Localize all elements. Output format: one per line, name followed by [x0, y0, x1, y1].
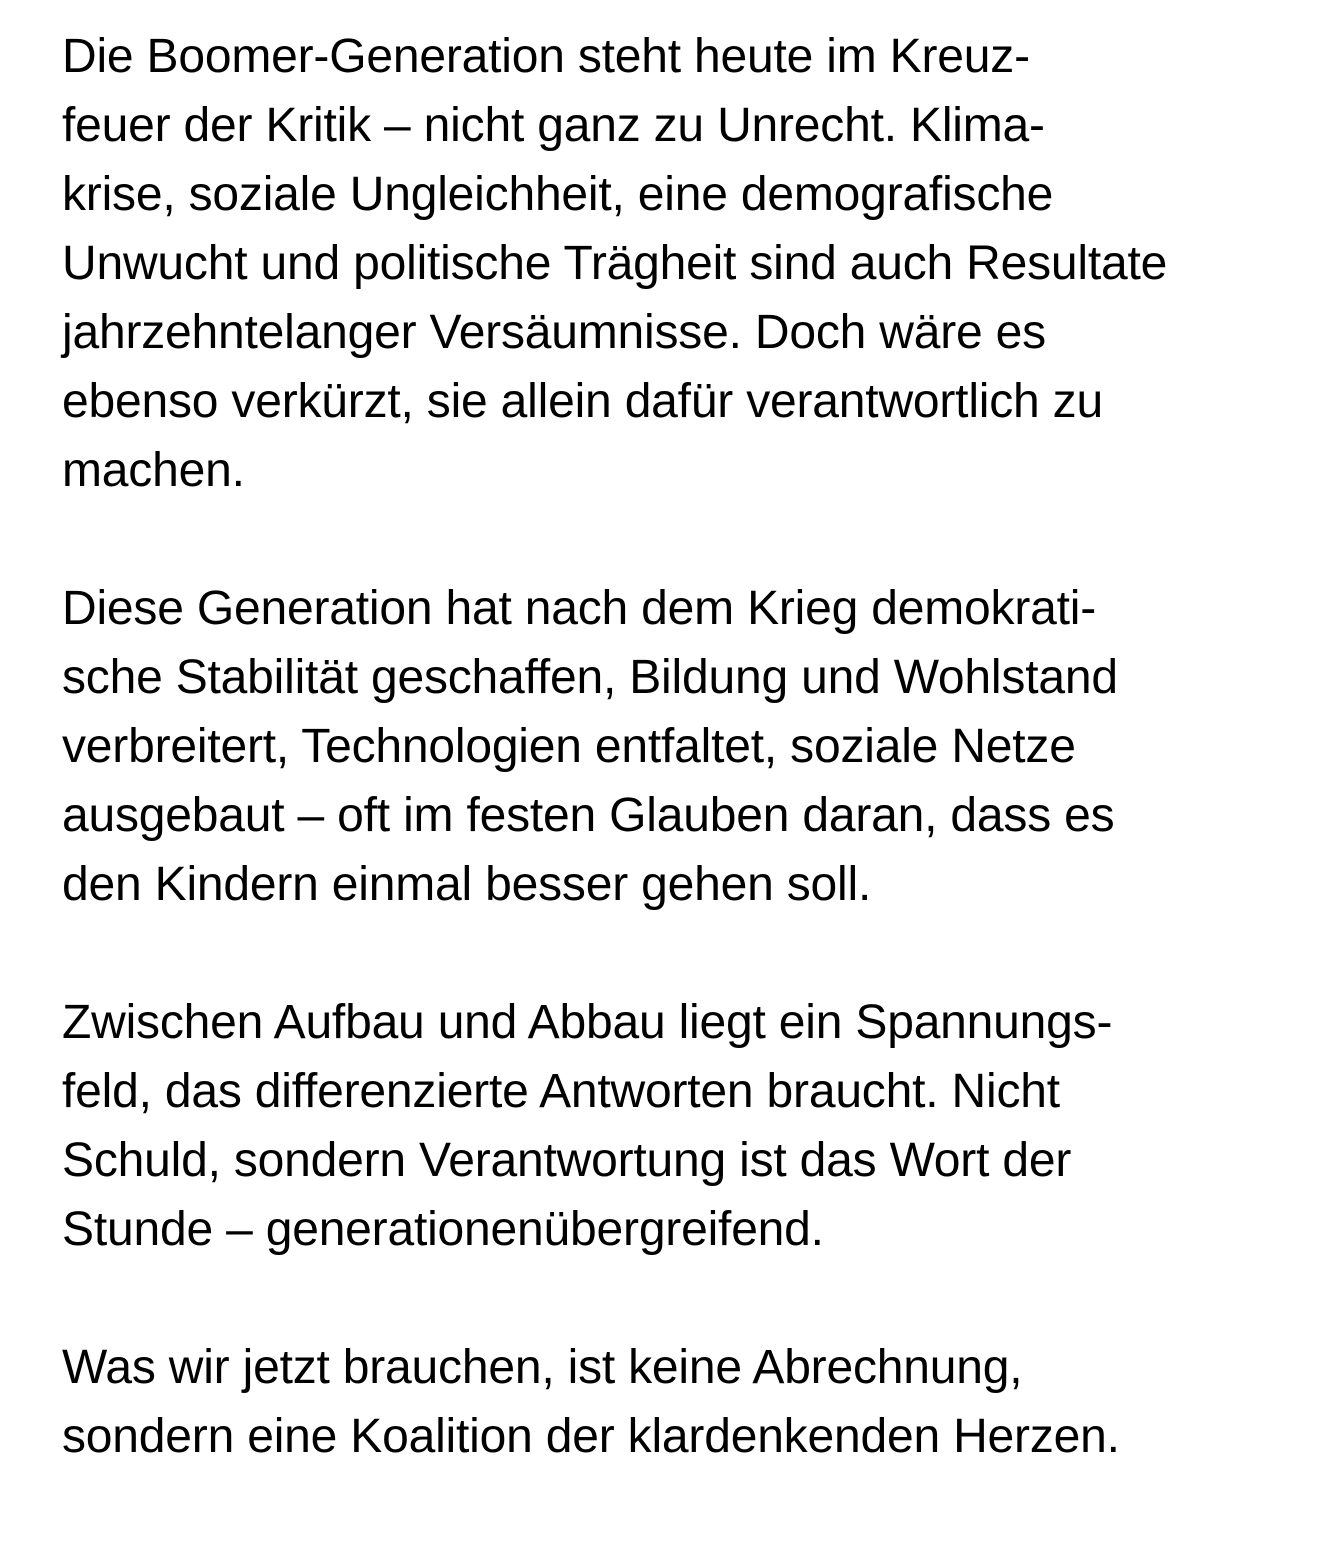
text-line: Was wir jetzt brauchen, ist keine Abrechnung,	[62, 1341, 1023, 1394]
text-line: Stunde – generationenübergreifend.	[62, 1203, 824, 1256]
text-line: machen.	[62, 444, 245, 497]
paragraph-2	[62, 574, 1302, 919]
text-line: Zwischen Aufbau und Abbau liegt ein Spannungs-	[62, 996, 1113, 1049]
text-line: Schuld, sondern Verantwortung ist das Wort der	[62, 1134, 1072, 1187]
paragraph-1	[62, 22, 1302, 505]
text-line: ausgebaut – oft im festen Glauben daran, dass es	[62, 789, 1115, 842]
article-body	[62, 22, 1302, 1540]
text-line: krise, soziale Ungleichheit, eine demografische	[62, 168, 1054, 221]
text-line: ebenso verkürzt, sie allein dafür verantwortlich zu	[62, 375, 1103, 428]
text-line: Die Boomer-Generation steht heute im Kreuz-	[62, 30, 1030, 83]
text-line: jahrzehntelanger Versäumnisse. Doch wäre es	[62, 306, 1046, 359]
paragraph-4	[62, 1333, 1302, 1471]
text-line: feuer der Kritik – nicht ganz zu Unrecht. Klima-	[62, 99, 1045, 152]
text-line: feld, das differenzierte Antworten braucht. Nicht	[62, 1065, 1060, 1118]
text-line: den Kindern einmal besser gehen soll.	[62, 858, 872, 911]
text-line: sche Stabilität geschaffen, Bildung und Wohlstand	[62, 651, 1118, 704]
text-line: Diese Generation hat nach dem Krieg demokrati-	[62, 582, 1097, 635]
paragraph-3	[62, 988, 1302, 1264]
text-line: verbreitert, Technologien entfaltet, soziale Netze	[62, 720, 1076, 773]
text-line: sondern eine Koalition der klardenkenden Herzen.	[62, 1410, 1120, 1463]
text-line: Unwucht und politische Trägheit sind auch Resultate	[62, 237, 1168, 290]
